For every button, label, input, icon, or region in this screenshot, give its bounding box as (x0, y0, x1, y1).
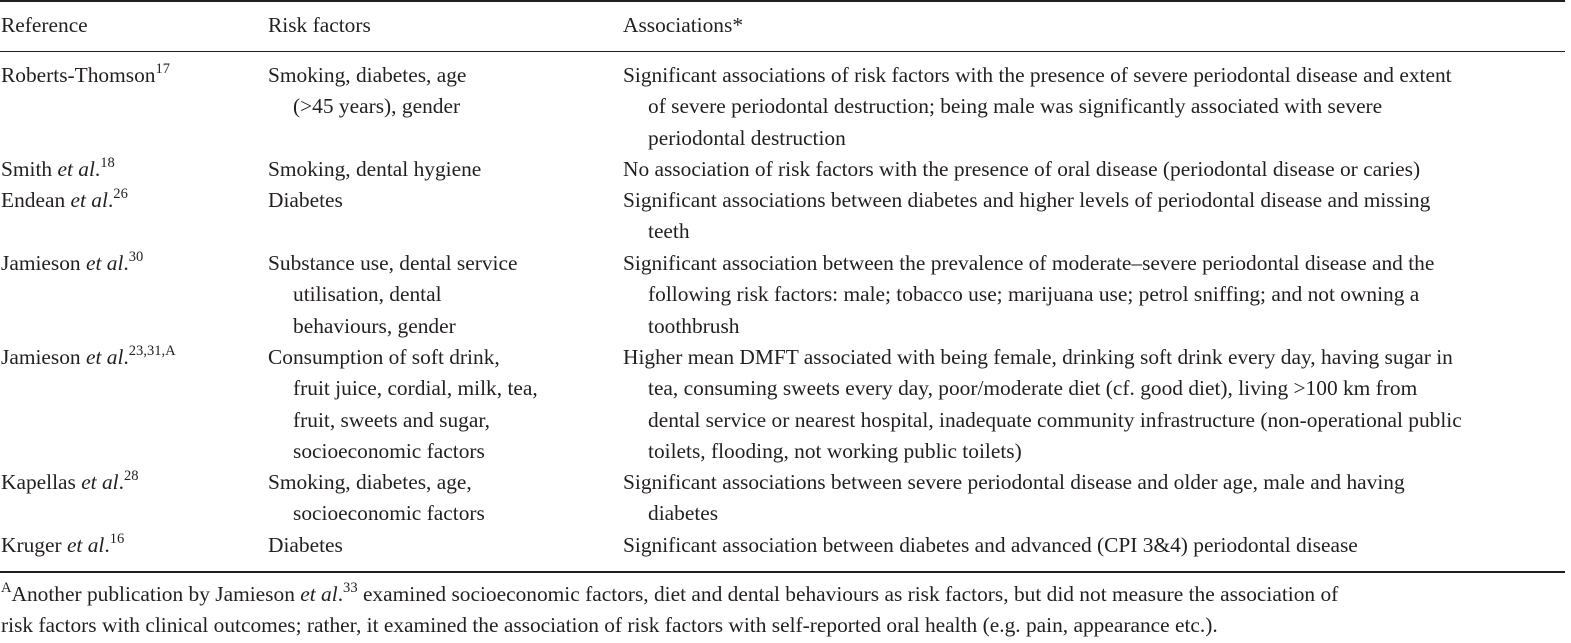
associations-line: of severe periodontal destruction; being male was significantly associated with severe (648, 94, 1383, 119)
risk-factors-cell (268, 60, 578, 123)
footnote-citation: 33 (343, 579, 358, 596)
associations-line: teeth (648, 219, 690, 244)
associations-line: No association of risk factors with the presence of oral disease (periodontal disease or caries) (623, 157, 1421, 181)
reference-author: Endean (1, 188, 71, 212)
risk-factors-line: Smoking, dental hygiene (268, 157, 482, 181)
risk-factors-line: Smoking, diabetes, age, (268, 470, 472, 494)
risk-factors-line: Diabetes (268, 188, 343, 212)
risk-factors-cell (268, 154, 578, 185)
risk-factors-cell (268, 248, 578, 342)
reference-author: Jamieson (1, 251, 86, 275)
associations-line: Significant associations between diabetes and higher levels of periodontal disease and missing (623, 188, 1431, 212)
reference-citation: 23,31,A (128, 342, 176, 359)
associations-line: toothbrush (648, 313, 740, 338)
reference-etal: et al (85, 345, 124, 369)
associations-line: Significant associations between severe periodontal disease and older age, male and having (623, 470, 1405, 494)
associations-line: toilets, flooding, not working public toilets) (648, 438, 1022, 463)
reference-cell (1, 467, 261, 498)
risk-factors-cell (268, 530, 578, 561)
reference-etal: et al (81, 470, 119, 494)
footnote-text-post: examined socioeconomic factors, diet and dental behaviours as risk factors, but did not measure the association of (357, 582, 1339, 606)
associations-line: Higher mean DMFT associated with being female, drinking soft drink every day, having sugar in (623, 345, 1453, 369)
reference-citation: 28 (123, 467, 139, 484)
reference-author: Kapellas (1, 470, 82, 494)
reference-dot: . (94, 157, 101, 181)
risk-factors-cell (268, 342, 578, 467)
reference-cell (1, 530, 261, 561)
table-footnote (1, 579, 1567, 642)
associations-cell (623, 530, 1567, 561)
footnote-marker: A (1, 579, 12, 596)
reference-author: Smith (1, 157, 58, 181)
reference-citation: 26 (113, 185, 128, 202)
table-top-rule (0, 0, 1565, 2)
reference-citation: 16 (109, 530, 125, 547)
reference-author: Jamieson (1, 345, 86, 369)
associations-cell (623, 467, 1567, 530)
associations-cell (623, 60, 1567, 154)
risk-factors-cell (268, 467, 578, 530)
risk-factors-line: Diabetes (268, 533, 343, 557)
associations-line: Significant association between diabetes and advanced (CPI 3&4) periodontal disease (623, 533, 1358, 557)
header-reference: Reference (1, 13, 88, 37)
associations-line: Significant association between the prevalence of moderate–severe periodontal disease and the (623, 251, 1435, 275)
reference-dot: . (118, 470, 124, 494)
table-bottom-rule (0, 571, 1565, 573)
associations-line: diabetes (648, 501, 719, 526)
reference-cell (1, 154, 261, 185)
footnote-dot: . (337, 582, 344, 606)
associations-cell (623, 342, 1567, 467)
associations-line: tea, consuming sweets every day, poor/moderate diet (cf. good diet), living >100 km from (648, 376, 1418, 401)
associations-line: following risk factors: male; tobacco use; marijuana use; petrol sniffing; and not owning a (648, 282, 1420, 307)
reference-citation: 17 (155, 60, 171, 77)
risk-factors-line: Consumption of soft drink, (268, 345, 500, 369)
risk-factors-line: (>45 years), gender (293, 94, 461, 119)
reference-etal: et al (57, 157, 95, 181)
risk-factors-line: socioeconomic factors (293, 501, 485, 526)
header-associations: Associations* (623, 13, 744, 37)
risk-factors-line: socioeconomic factors (293, 438, 485, 463)
header-risk-factors: Risk factors (268, 13, 371, 37)
footnote-text-pre: Another publication by Jamieson (11, 582, 301, 606)
footnote-line-1 (1, 579, 1567, 610)
header-rule (0, 51, 1565, 52)
reference-etal: et al (66, 533, 105, 557)
risk-factors-line: behaviours, gender (293, 313, 456, 338)
risk-factors-line: Substance use, dental service (268, 251, 518, 275)
reference-author: Roberts-Thomson (1, 63, 156, 87)
risk-factors-line: utilisation, dental (293, 282, 442, 307)
reference-cell (1, 248, 261, 279)
associations-line: periodontal destruction (648, 125, 846, 150)
reference-dot: . (123, 251, 129, 275)
associations-line: Significant associations of risk factors with the presence of severe periodontal disease and extent (623, 63, 1452, 87)
risk-factors-line: Smoking, diabetes, age (268, 63, 467, 87)
reference-dot: . (107, 188, 114, 212)
reference-dot: . (104, 533, 110, 557)
reference-etal: et al (85, 251, 124, 275)
reference-cell (1, 185, 261, 216)
footnote-etal: et al (300, 582, 338, 606)
reference-cell (1, 60, 261, 91)
reference-cell (1, 342, 261, 373)
associations-line: dental service or nearest hospital, inadequate community infrastructure (non-operational public (648, 407, 1462, 432)
risk-factors-line: fruit juice, cordial, milk, tea, (293, 376, 538, 401)
reference-etal: et al (70, 188, 108, 212)
associations-cell (623, 154, 1567, 185)
reference-citation: 18 (100, 154, 115, 171)
reference-dot: . (123, 345, 129, 369)
risk-factors-line: fruit, sweets and sugar, (293, 407, 490, 432)
risk-factors-cell (268, 185, 578, 216)
footnote-line-2: risk factors with clinical outcomes; rather, it examined the association of risk factors with self-reported oral health (e.g. pain, appearance etc.). (1, 613, 1218, 638)
associations-cell (623, 185, 1567, 248)
associations-cell (623, 248, 1567, 342)
reference-author: Kruger (1, 533, 67, 557)
reference-citation: 30 (128, 248, 144, 265)
